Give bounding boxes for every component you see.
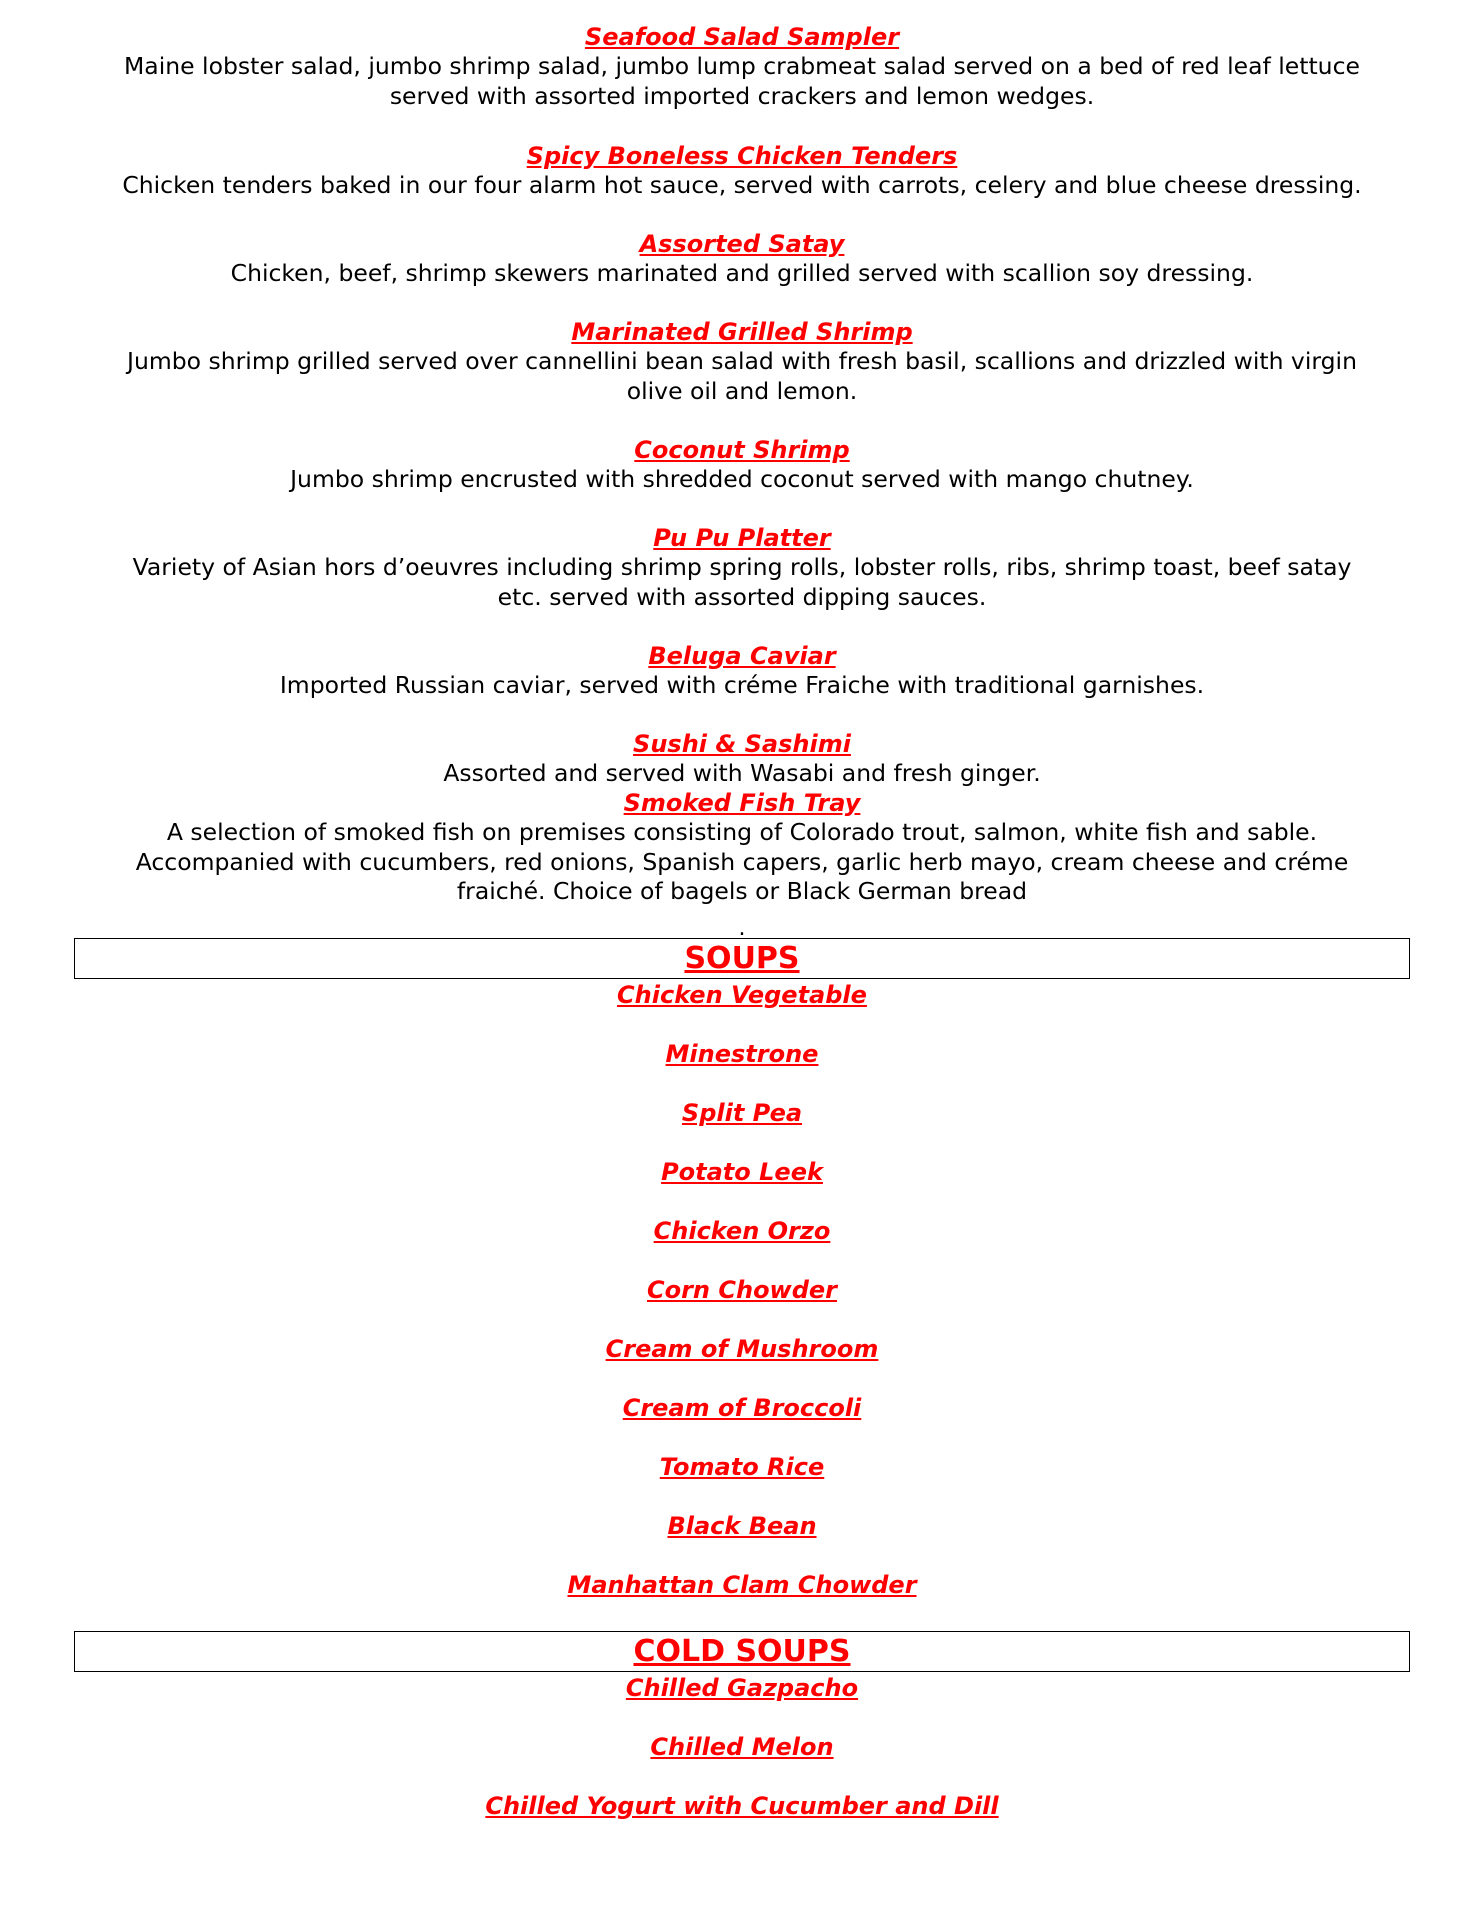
item-description-line: Jumbo shrimp grilled served over cannellini bean salad with fresh basil, scallions and drizzled with virgin <box>127 347 1357 375</box>
menu-item-marinated-grilled-shrimp <box>74 317 1410 406</box>
item-description-line: A selection of smoked fish on premises consisting of Colorado trout, salmon, white fish and sable. <box>166 818 1318 846</box>
item-title: Marinated Grilled Shrimp <box>571 318 913 346</box>
soup-item: Cream of Broccoli <box>622 1394 862 1422</box>
soup-item: Potato Leek <box>661 1158 823 1186</box>
cold-soup-item: Chilled Gazpacho <box>625 1674 859 1702</box>
soup-item: Tomato Rice <box>659 1453 825 1481</box>
item-description-line: Maine lobster salad, jumbo shrimp salad, jumbo lump crabmeat salad served on a bed of red leaf lettuce <box>124 52 1360 80</box>
menu-item-spicy-chicken-tenders <box>74 141 1410 201</box>
soup-item: Corn Chowder <box>646 1276 838 1304</box>
item-description-line: etc. served with assorted dipping sauces. <box>497 582 987 611</box>
item-description-line: fraiché. Choice of bagels or Black German bread <box>456 877 1028 905</box>
menu-item-pu-pu-platter <box>74 523 1410 612</box>
item-title: Assorted Satay <box>639 230 845 258</box>
item-title: Seafood Salad Sampler <box>584 23 900 51</box>
soup-item: Chicken Vegetable <box>617 981 867 1009</box>
soup-item: Minestrone <box>665 1040 819 1068</box>
item-description-line: Imported Russian caviar, served with créme Fraiche with traditional garnishes. <box>279 671 1205 699</box>
soup-item: Cream of Mushroom <box>605 1335 879 1363</box>
menu-item-coconut-shrimp <box>74 435 1410 495</box>
soup-item: Manhattan Clam Chowder <box>567 1571 917 1599</box>
soup-item: Chicken Orzo <box>653 1217 831 1245</box>
item-description-line: served with assorted imported crackers and lemon wedges. <box>389 81 1095 110</box>
item-title: Beluga Caviar <box>648 642 836 670</box>
menu-item-beluga-caviar <box>74 641 1410 701</box>
stray-period: . <box>738 916 746 941</box>
menu-item-sushi-sashimi <box>74 729 1410 789</box>
item-description-line: Variety of Asian hors d’oeuvres including shrimp spring rolls, lobster rolls, ribs, shrimp toast, beef satay <box>132 553 1352 581</box>
item-description-line: Jumbo shrimp encrusted with shredded coconut served with mango chutney. <box>290 465 1194 493</box>
cold-soup-item: Chilled Yogurt with Cucumber and Dill <box>485 1792 999 1820</box>
item-description-line: Chicken, beef, shrimp skewers marinated and grilled served with scallion soy dressing. <box>230 259 1254 287</box>
soups-heading: SOUPS <box>684 941 800 976</box>
menu-item-seafood-salad-sampler <box>74 22 1410 111</box>
cold-soup-item: Chilled Melon <box>650 1733 834 1761</box>
item-title: Coconut Shrimp <box>634 436 850 464</box>
cold-soups-heading: COLD SOUPS <box>633 1634 851 1669</box>
item-description-line: Accompanied with cucumbers, red onions, Spanish capers, garlic herb mayo, cream cheese and créme <box>135 847 1349 876</box>
item-description-line: Assorted and served with Wasabi and fresh ginger. <box>443 759 1041 787</box>
menu-item-smoked-fish-tray <box>74 788 1410 907</box>
soup-item: Split Pea <box>681 1099 803 1127</box>
item-description-line: olive oil and lemon. <box>626 376 858 405</box>
item-title: Sushi & Sashimi <box>633 730 851 758</box>
item-description-line: Chicken tenders baked in our four alarm hot sauce, served with carrots, celery and blue cheese dressing. <box>122 171 1362 199</box>
item-title: Smoked Fish Tray <box>623 789 861 817</box>
soup-item: Black Bean <box>667 1512 817 1540</box>
item-title: Spicy Boneless Chicken Tenders <box>526 142 958 170</box>
item-title: Pu Pu Platter <box>653 524 831 552</box>
menu-item-assorted-satay <box>74 229 1410 289</box>
